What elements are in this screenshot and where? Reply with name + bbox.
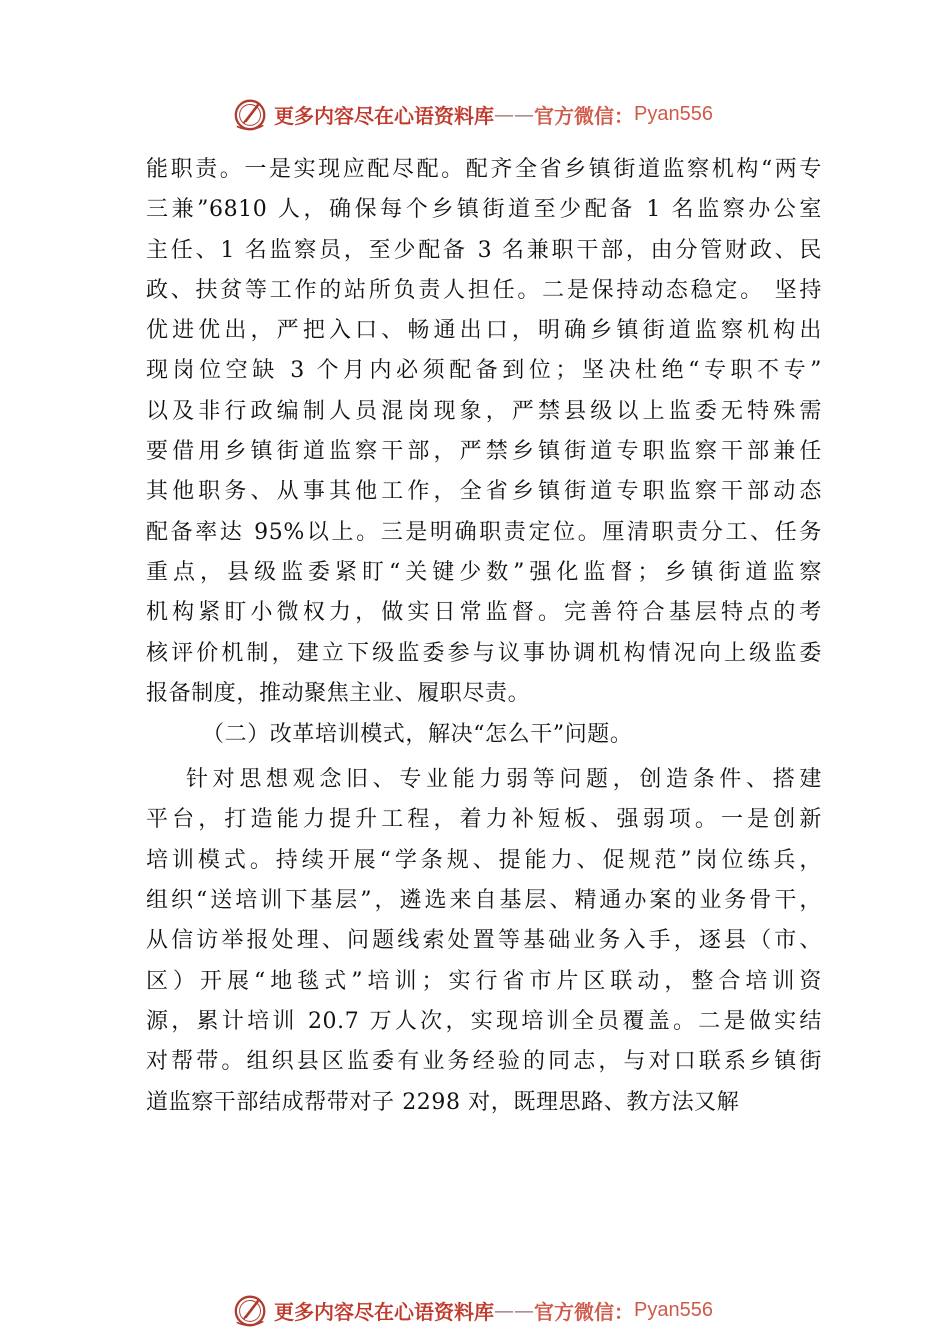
body-line: 培训模式。持续开展“学条规、提能力、促规范”岗位练兵， [146,847,822,873]
body-line: 组织“送培训下基层”，遴选来自基层、精通办案的业务骨干， [146,888,822,914]
body-line: 优进优出，严把入口、畅通出口，明确乡镇街道监察机构出 [146,318,822,344]
body-line: 主任、1 名监察员，至少配备 3 名兼职干部，由分管财政、民 [146,237,822,263]
body-line: 以及非行政编制人员混岗现象，严禁县级以上监委无特殊需 [146,398,822,424]
header-text: 更多内容尽在心语资料库 [274,103,494,128]
body-line: 政、扶贫等工作的站所负责人担任。二是保持动态稳定。 坚持 [146,277,822,303]
body-line: 源，累计培训 20.7 万人次，实现培训全员覆盖。二是做实结 [146,1008,822,1034]
header-banner [232,94,713,134]
body-line: 区）开展“地毯式”培训；实行省市片区联动，整合培训资 [146,968,822,994]
footer-text: 更多内容尽在心语资料库 [274,1299,494,1324]
quill-seal-logo-icon [232,1291,270,1329]
body-line: 配备率达 95%以上。三是明确职责定位。厘清职责分工、任务 [146,519,822,545]
footer-wechat-id: Pyan556 [634,1298,713,1321]
body-line: 现岗位空缺 3 个月内必须配备到位；坚决杜绝“专职不专” [146,358,822,384]
body-line: 对帮带。组织县区监委有业务经验的同志，与对口联系乡镇街 [146,1049,822,1075]
body-line: 三兼”6810 人，确保每个乡镇街道至少配备 1 名监察办公室 [146,197,822,223]
footer-banner [232,1290,713,1330]
header-separator: —— [494,102,534,126]
body-line: 机构紧盯小微权力，做实日常监督。完善符合基层特点的考 [146,600,822,626]
quill-seal-logo-icon [232,95,270,133]
document-body [146,150,822,1123]
body-line: 平台，打造能力提升工程，着力补短板、强弱项。一是创新 [146,807,822,833]
section-heading: （二）改革培训模式，解决“怎么干”问题。 [202,722,633,748]
body-line: 针对思想观念旧、专业能力弱等问题，创造条件、搭建 [186,767,822,793]
body-line: 重点，县级监委紧盯“关键少数”强化监督；乡镇街道监察 [146,559,822,585]
header-wechat-id: Pyan556 [634,102,713,125]
body-line: 能职责。一是实现应配尽配。配齐全省乡镇街道监察机构“两专 [146,157,822,182]
footer-separator: —— [494,1298,534,1322]
footer-wechat-label: 官方微信： [534,1299,634,1324]
body-line: 道监察干部结成帮带对子 2298 对，既理思路、教方法又解 [146,1089,740,1115]
body-line: 其他职务、从事其他工作，全省乡镇街道专职监察干部动态 [146,479,822,505]
body-line: 要借用乡镇街道监察干部，严禁乡镇街道专职监察干部兼任 [146,439,822,465]
header-wechat-label: 官方微信： [534,103,634,128]
body-line: 从信访举报处理、问题线索处置等基础业务入手，逐县（市、 [146,928,822,954]
body-line: 核评价机制，建立下级监委参与议事协调机构情况向上级监委 [146,640,822,666]
body-line: 报备制度，推动聚焦主业、履职尽责。 [146,680,531,706]
